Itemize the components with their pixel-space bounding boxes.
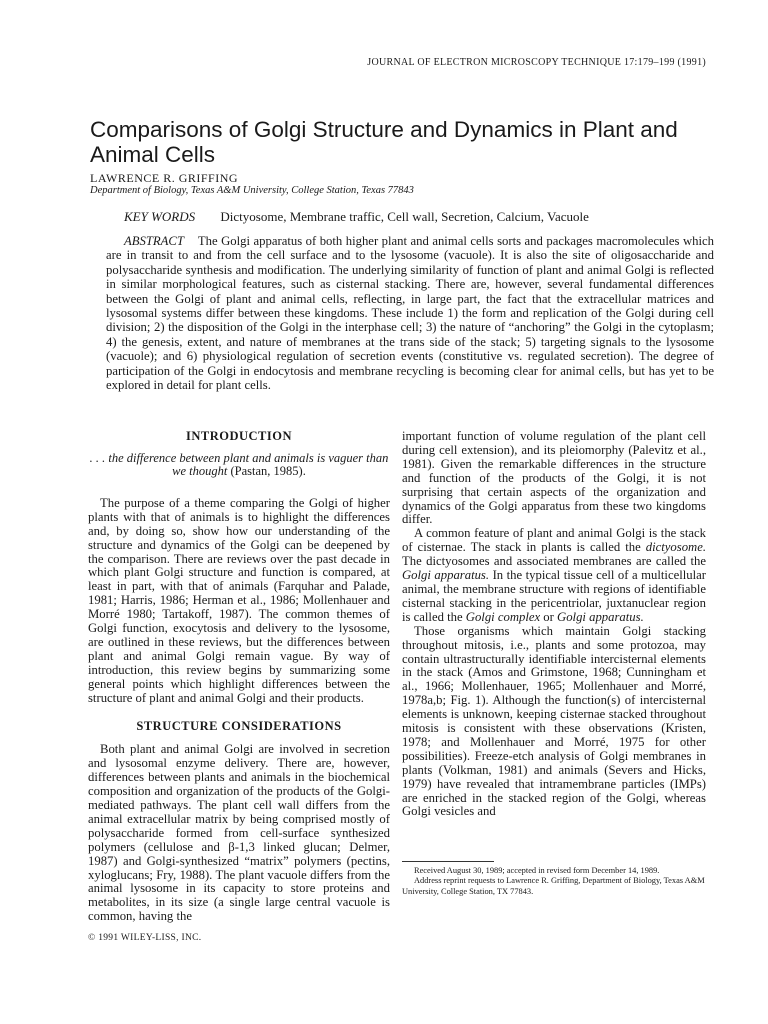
golgi-terms-paragraph [402, 527, 706, 624]
abstract-label: ABSTRACT [124, 234, 184, 248]
para-text: A common feature of plant and animal Golgi is the stack of cisternae. The stack in plants is called the [402, 526, 706, 555]
term-dictyosome: dictyosome. [645, 540, 707, 555]
stacking-paragraph: Those organisms which maintain Golgi stacking throughout mitosis, i.e., plants and some protozoa, may contain ultrastructurally identifiable intercisternal elements in the stack (Amos and Grimstone, 1968; Cunningham et al., 1966; Mollenhauer, 1965; Mollenhauer and Morré, 1978a,b; Fig. 1). Although the function(s) of intercisternal elements is unknown, keeping cisternae stacked throughout mitosis is consistent with these observations (Kristen, 1978; and Mollenhauer and Morré, 1975 for other possibilities). Freeze-etch analysis of Golgi membranes in plants (Volkman, 1981) and animals (Severs and Hicks, 1979) have revealed that intramembrane particles (IMPs) are enriched in the stacked region of the Golgi, whereas Golgi vesicles and [402, 623, 706, 819]
abstract-text: The Golgi apparatus of both higher plant and animal cells sorts and packages macromolecules which are in transit to and from the cell surface and to the lysosome (vacuole). It is also the site of oligosaccharide and polysaccharide synthesis and modification. The underlying similarity of function of plant and animal Golgi is reflected in similar morphological features, such as cisternal stacking. There are, however, several fundamental differences between the Golgi of plant and animal cells, reflecting, in large part, the fact that the extracellular matrices and lysosomal systems differ between these kingdoms. These include 1) the form and replication of the Golgi during cell division; 2) the disposition of the Golgi in the interphase cell; 3) the nature of “anchoring” the Golgi in the cytoplasm; 4) the genesis, extent, and nature of membranes at the trans side of the stack; 5) targeting signals to the lysosome (vacuole); and 6) physiological regulation of secretion events (constitutive vs. regulated secretion). The degree of participation of the Golgi in endocytosis and membrane recycling is becoming clear for animal cells, but has yet to be explored in detail for plant cells. [106, 234, 714, 393]
epigraph [88, 452, 390, 479]
footnote-received: Received August 30, 1989; accepted in revised form December 14, 1989. [414, 866, 660, 875]
term-golgi-apparatus: Golgi apparatus. [557, 609, 644, 624]
epigraph-quote: . . . the difference between plant and animals is vaguer than we thought [89, 450, 389, 479]
paper-title: Comparisons of Golgi Structure and Dynamics in Plant and Animal Cells [90, 117, 678, 167]
copyright-notice: © 1991 WILEY-LISS, INC. [88, 933, 202, 943]
epigraph-citation: (Pastan, 1985). [230, 464, 306, 479]
structure-paragraph: Both plant and animal Golgi are involved in secretion and lysosomal enzyme delivery. There are, however, differences between plants and animals in the biochemical composition and organization of the products of the Golgi-mediated pathways. The plant cell wall differs from the animal extracellular matrix by being comprised mostly of polysaccharide formed from cell-surface synthesized polymers (cellulose and β-1,3 linked glucan; Delmer, 1987) and Golgi-synthesized “matrix” polymers (pectins, xyloglucans; Fry, 1988). The plant vacuole differs from the animal lysosome in its capacity to store proteins and metabolites, in its size (a single large central vacuole is common, having the [88, 742, 390, 924]
journal-header: JOURNAL OF ELECTRON MICROSCOPY TECHNIQUE 17:179–199 (1991) [367, 57, 706, 68]
keywords-line [124, 209, 589, 225]
para-text: or [543, 609, 554, 624]
footnote-rule [402, 861, 494, 862]
author-name: LAWRENCE R. GRIFFING [90, 171, 239, 185]
keywords-label: KEY WORDS [124, 209, 196, 224]
author-affiliation: Department of Biology, Texas A&M University, College Station, Texas 77843 [90, 185, 414, 196]
abstract [106, 234, 714, 392]
introduction-heading: INTRODUCTION [185, 429, 292, 443]
term-golgi-complex: Golgi complex [465, 609, 541, 624]
left-column [88, 430, 390, 924]
structure-heading: STRUCTURE CONSIDERATIONS [136, 718, 342, 733]
footnote-address: Address reprint requests to Lawrence R. Griffing, Department of Biology, Texas A&M University, College Station, TX 77843. [402, 876, 705, 896]
para-text: The dictyosomes and associated membranes are called the [402, 554, 706, 569]
term-golgi-apparatus: Golgi apparatus. [402, 568, 490, 583]
para-text: In the typical tissue cell of a multicellular animal, the membrane structure with regions of identifiable cisternal stacking in the pericentriolar, juxtanuclear region is called the [402, 568, 706, 624]
right-column [402, 430, 706, 819]
continued-paragraph: important function of volume regulation of the plant cell during cell extension), and its pleiomorphy (Palevitz et al., 1981). Given the remarkable differences in the structure and function of the products of the Golgi, it is not surprising that certain aspects of the organization and dynamics of the Golgi apparatus from these two kingdoms differ. [402, 429, 706, 527]
footnote [402, 866, 712, 897]
keywords-text: Dictyosome, Membrane traffic, Cell wall, Secretion, Calcium, Vacuole [220, 209, 589, 224]
introduction-paragraph: The purpose of a theme comparing the Golgi of higher plants with that of animals is to highlight the differences and, by doing so, show how our understanding of the structure and dynamics of the Golgi can be deepened by the comparison. There are reviews over the past decade in which plant Golgi structure and function is compared, at least in part, with that of animals (Farquhar and Palade, 1981; Harris, 1986; Herman et al., 1986; Mollenhauer and Morré 1980; Tartakoff, 1987). The common themes of Golgi function, exocytosis and delivery to the lysosome, are outlined in these reviews, but the differences between plant and animal Golgi remain vague. By way of introduction, this review begins by summarizing some general points which highlight differences between the structure of plant and animal Golgi and their products. [88, 495, 390, 705]
